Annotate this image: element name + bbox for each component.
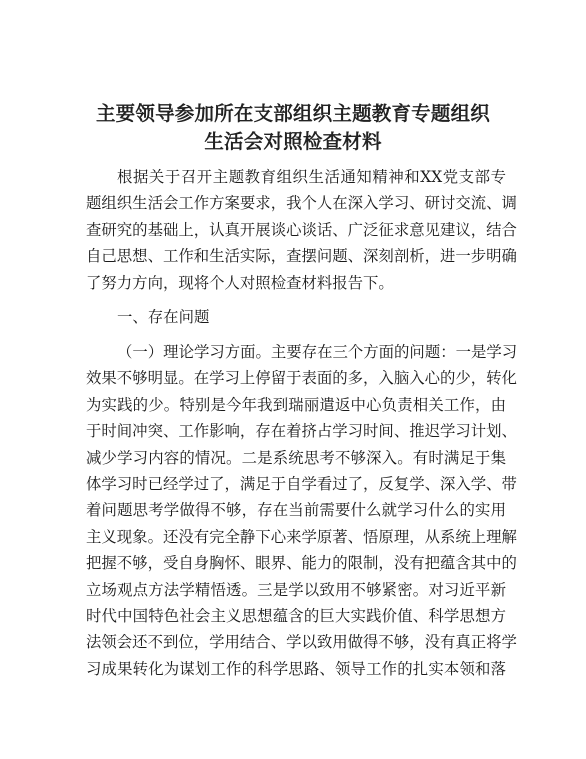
- paragraph-line: 题组织生活会工作方案要求，我个人在深入学习、研讨交流、调: [86, 194, 517, 213]
- section-heading: [86, 304, 506, 330]
- paragraph-line: 法领会还不到位，学用结合、学以致用做得不够，没有真正将学: [86, 633, 517, 652]
- paragraph-line: 于时间冲突、工作影响，存在着挤占学习时间、推迟学习计划、: [86, 422, 517, 441]
- document-title-line-1: 主要领导参加所在支部组织主题教育专题组织: [95, 102, 490, 125]
- paragraph-line: 体学习时已经学过了，满足于自学看过了，反复学、深入学、带: [86, 474, 517, 493]
- paragraph-line: 立场观点方法学精悟透。三是学以致用不够紧密。对习近平新: [86, 580, 506, 599]
- paragraph-line: 根据关于召开主题教育组织生活通知精神和XX党支部专: [117, 168, 506, 186]
- section-heading-text: 一、存在问题: [117, 308, 210, 326]
- paragraph-line: 减少学习内容的情况。二是系统思考不够深入。有时满足于集: [86, 448, 506, 467]
- paragraph-line: 把握不够，受自身胸怀、眼界、能力的限制，没有把蕴含其中的: [86, 554, 517, 573]
- intro-paragraph: [86, 164, 517, 296]
- paragraph-line: 了努力方向，现将个人对照检查材料报告下。: [86, 273, 394, 292]
- paragraph-line: 着问题思考学做得不够，存在当前需要什么就学习什么的实用: [86, 501, 506, 520]
- section-1-paragraph: [86, 339, 518, 682]
- paragraph-line: 主义现象。还没有完全静下心来学原著、悟原理，从系统上理解: [86, 527, 517, 546]
- paragraph-line: （一）理论学习方面。主要存在三个方面的问题：一是学习: [117, 343, 518, 361]
- paragraph-line: 效果不够明显。在学习上停留于表面的多，入脑入心的少，转化: [86, 369, 517, 388]
- paragraph-line: 自己思想、工作和生活实际，查摆问题、深刻剖析，进一步明确: [86, 247, 517, 266]
- paragraph-line: 为实践的少。特别是今年我到瑞丽遣返中心负责相关工作，由: [86, 395, 506, 414]
- paragraph-line: 习成果转化为谋划工作的科学思路、领导工作的扎实本领和落: [86, 659, 506, 678]
- paragraph-line: 时代中国特色社会主义思想蕴含的巨大实践价值、科学思想方: [86, 606, 506, 625]
- document-title-line-2: 生活会对照检查材料: [204, 130, 382, 153]
- paragraph-line: 查研究的基础上，认真开展谈心谈话、广泛征求意见建议，结合: [86, 220, 517, 239]
